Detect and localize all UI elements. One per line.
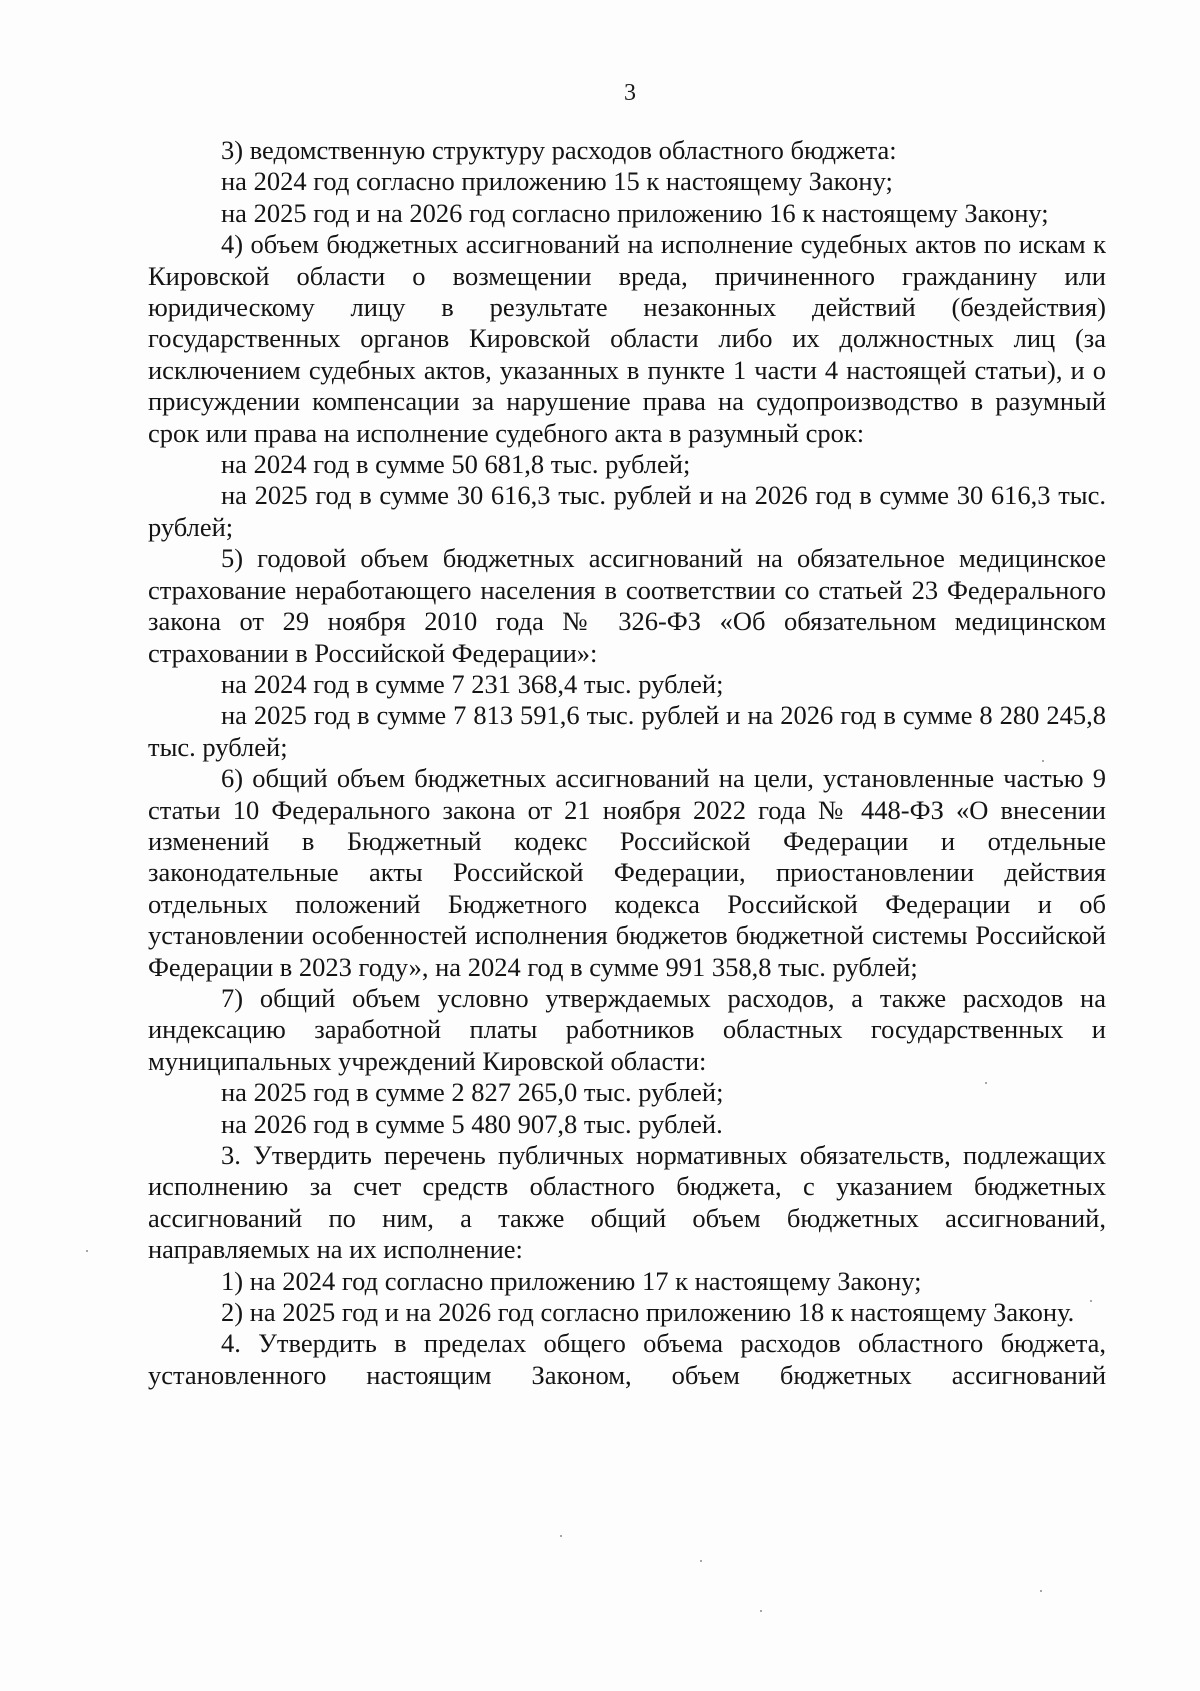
scan-speck [560, 1535, 562, 1537]
paragraph-3-departmental-structure: 3) ведомственную структуру расходов областного бюджета: [221, 135, 897, 165]
scan-speck [760, 1610, 762, 1612]
paragraph-7-conditional-expenses: 7) общий объем условно утверждаемых расходов, а также расходов на индексацию заработной платы работников областных государственных и муниципальных учреждений Кировской области: [148, 982, 1106, 1076]
paragraph-5-medical-insurance: 5) годовой объем бюджетных ассигнований на обязательное медицинское страхование неработающего населения в соответствии со статьей 23 Федерального закона от 29 ноября 2010 года № 326-ФЗ «Об обязательном медицинском страховании в Российской Федерации»: [148, 543, 1106, 668]
scan-speck [1042, 760, 1044, 762]
scan-speck [86, 1250, 88, 1252]
paragraph-obligations-2024: 1) на 2024 год согласно приложению 17 к настоящему Закону; [221, 1265, 922, 1296]
paragraph-court-acts-2025-2026: на 2025 год в сумме 30 616,3 тыс. рублей и на 2026 год в сумме 30 616,3 тыс. рублей; [148, 480, 1106, 542]
paragraph-section-4-approve: 4. Утвердить в пределах общего объема расходов областного бюджета, установленного настоящим Законом, объем бюджетных ассигнований [148, 1328, 1106, 1390]
scan-speck [1090, 1300, 1092, 1302]
paragraph-6-budget-allocations: 6) общий объем бюджетных ассигнований на цели, установленные частью 9 статьи 10 Федерального закона от 21 ноября 2022 года № 448-ФЗ «О внесении изменений в Бюджетный кодекс Российской Федерации и отдельные законодательные акты Российской Федерации, приостановлении действия отдельных положений Бюджетного кодекса Российской Федерации и об установлении особенностей исполнения бюджетов бюджетной системы Российской Федерации в 2023 году», на 2024 год в сумме 991 358,8 тыс. рублей; [148, 763, 1106, 982]
scan-speck [1040, 1590, 1042, 1592]
paragraph-medical-2024: на 2024 год в сумме 7 231 368,4 тыс. рублей; [221, 668, 724, 699]
paragraph-conditional-2025: на 2025 год в сумме 2 827 265,0 тыс. рублей; [221, 1077, 724, 1108]
paragraph-section-3-public-obligations: 3. Утвердить перечень публичных нормативных обязательств, подлежащих исполнению за счет средств областного бюджета, с указанием бюджетных ассигнований по ним, а также общий объем бюджетных ассигнований, направляемых на их исполнение: [148, 1140, 1106, 1265]
document-body [148, 135, 1106, 1391]
page-number: 3 [624, 80, 636, 106]
paragraph-2025-2026-appendix-16: на 2025 год и на 2026 год согласно приложению 16 к настоящему Закону; [221, 197, 1049, 228]
paragraph-medical-2025-2026: на 2025 год в сумме 7 813 591,6 тыс. рублей и на 2026 год в сумме 8 280 245,8 тыс. рублей; [148, 700, 1106, 762]
scan-speck [700, 1560, 702, 1562]
paragraph-conditional-2026: на 2026 год в сумме 5 480 907,8 тыс. рублей. [221, 1108, 723, 1139]
paragraph-court-acts-2024: на 2024 год в сумме 50 681,8 тыс. рублей; [221, 449, 691, 480]
paragraph-2024-appendix-15: на 2024 год согласно приложению 15 к настоящему Закону; [221, 166, 893, 197]
paragraph-obligations-2025-2026: 2) на 2025 год и на 2026 год согласно приложению 18 к настоящему Закону. [221, 1297, 1075, 1328]
scan-speck [985, 1082, 987, 1084]
paragraph-4-court-acts: 4) объем бюджетных ассигнований на исполнение судебных актов по искам к Кировской области о возмещении вреда, причиненного гражданину или юридическому лицу в результате незаконных действий (бездействия) государственных органов Кировской области либо их должностных лиц (за исключением судебных актов, указанных в пункте 1 части 4 настоящей статьи), и о присуждении компенсации за нарушение права на судопроизводство в разумный срок или права на исполнение судебного акта в разумный срок: [148, 229, 1106, 448]
